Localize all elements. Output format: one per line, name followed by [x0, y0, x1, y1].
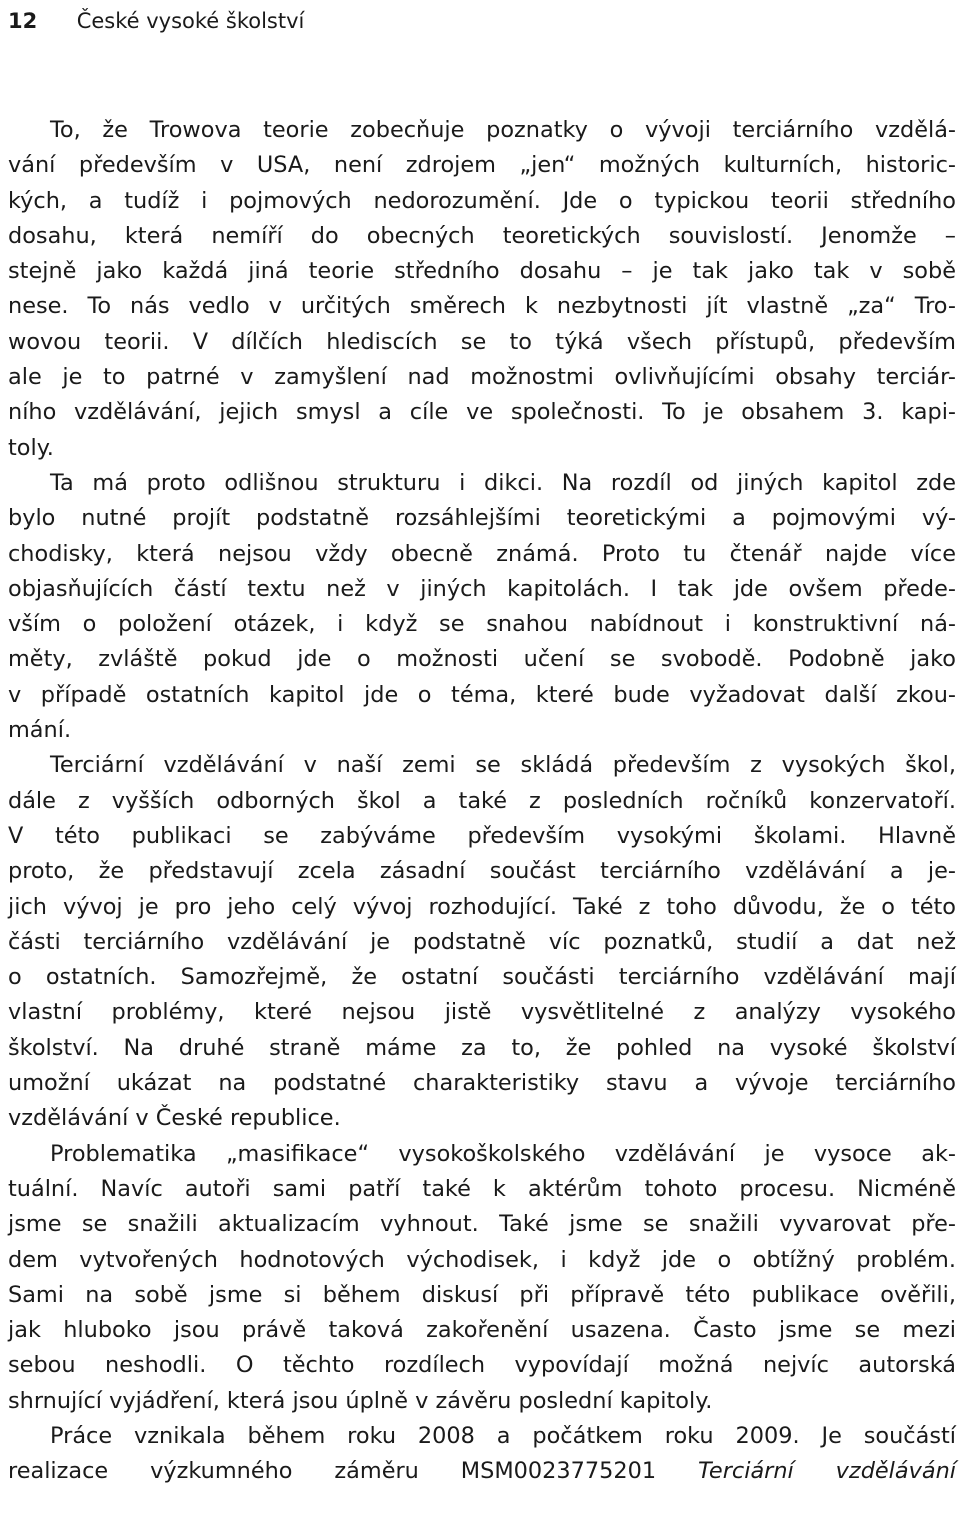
- text-line: Ta má proto odlišnou strukturu i dikci. Na rozdíl od jiných kapitol zde: [50, 469, 956, 496]
- text-line: nese. To nás vedlo v určitých směrech k nezbytnosti jít vlastně „za“ Tro-: [8, 293, 956, 320]
- text-line: vším o položení otázek, i když se snahou nabídnout i konstruktivní ná-: [8, 611, 956, 638]
- text-line: Terciární vzdělávání v naší zemi se skládá především z vysokých škol,: [50, 752, 956, 779]
- text-line: v případě ostatních kapitol jde o téma, které bude vyžadovat další zkou-: [8, 681, 956, 708]
- series-title-italic: Terciární vzdělávání: [698, 1458, 957, 1485]
- text-line: To, že Trowova teorie zobecňuje poznatky o vývoji terciárního vzdělá-: [50, 117, 956, 143]
- text-line: stejně jako každá jiná teorie středního dosahu – je tak jako tak v sobě: [8, 258, 956, 285]
- text-line: měty, zvláště pokud jde o možnosti učení se svobodě. Podobně jako: [8, 646, 956, 673]
- text-line: mání.: [8, 717, 72, 744]
- text-line: dosahu, která nemíří do obecných teoretických souvislostí. Jenomže –: [8, 222, 956, 249]
- text-line: Sami na sobě jsme si během diskusí při přípravě této publikace ověřili,: [8, 1281, 956, 1308]
- text-line: jsme se snažili aktualizacím vyhnout. Také jsme se snažili vyvarovat pře-: [8, 1211, 956, 1238]
- text-line: shrnující vyjádření, která jsou úplně v závěru poslední kapitoly.: [8, 1387, 713, 1414]
- body-text: [8, 113, 956, 1490]
- running-head: [8, 6, 304, 36]
- text-line: objasňujících částí textu než v jiných kapitolách. I tak jde ovšem přede-: [8, 575, 956, 602]
- text-line: dem vytvořených hodnotových východisek, i když jde o obtížný problém.: [8, 1246, 956, 1273]
- text-line: toly.: [8, 434, 54, 461]
- text-line: sebou neshodli. O těchto rozdílech vypovídají možná nejvíc autorská: [8, 1352, 956, 1379]
- text-line: umožní ukázat na podstatné charakteristiky stavu a vývoje terciárního: [8, 1070, 956, 1097]
- text-line: školství. Na druhé straně máme za to, že pohled na vysoké školství: [8, 1034, 956, 1061]
- text-line: ale je to patrné v zamyšlení nad možnostmi ovlivňujícími obsahy terciár-: [8, 364, 956, 391]
- text-line: tuální. Navíc autoři sami patří také k aktérům tohoto procesu. Nicméně: [8, 1175, 956, 1202]
- page-number: 12: [8, 9, 38, 33]
- text-line: Problematika „masifikace“ vysokoškolského vzdělávání je vysoce ak-: [50, 1140, 956, 1167]
- text-line: jak hluboko jsou právě taková zakořenění usazena. Často jsme se mezi: [8, 1317, 956, 1344]
- text-line-last: [8, 1454, 956, 1489]
- text-line: vzdělávání v České republice.: [8, 1105, 341, 1132]
- last-line-text: realizace výzkumného záměru MSM0023775201: [8, 1458, 657, 1485]
- text-line: vání především v USA, není zdrojem „jen“ možných kulturních, historic-: [8, 152, 956, 179]
- text-line: chodisky, která nejsou vždy obecně známá. Proto tu čtenář najde více: [8, 540, 956, 567]
- text-line: Práce vznikala během roku 2008 a počátkem roku 2009. Je součástí: [50, 1422, 956, 1449]
- text-line: kých, a tudíž i pojmových nedorozumění. Jde o typickou teorii středního: [8, 187, 956, 214]
- text-line: části terciárního vzdělávání je podstatně víc poznatků, studií a dat než: [8, 928, 956, 955]
- running-title: České vysoké školství: [76, 9, 305, 33]
- text-line: vlastní problémy, které nejsou jistě vysvětlitelné z analýzy vysokého: [8, 999, 956, 1026]
- text-line: o ostatních. Samozřejmě, že ostatní součásti terciárního vzdělávání mají: [8, 964, 956, 991]
- text-line: dále z vyšších odborných škol a také z posledních ročníků konzervatoří.: [8, 787, 956, 814]
- text-line: wovou teorii. V dílčích hlediscích se to týká všech přístupů, především: [8, 328, 956, 355]
- text-line: bylo nutné projít podstatně rozsáhlejšími teoretickými a pojmovými vý-: [8, 505, 956, 532]
- text-line: jich vývoj je pro jeho celý vývoj rozhodující. Také z toho důvodu, že o této: [8, 893, 956, 920]
- text-line: V této publikaci se zabýváme především vysokými školami. Hlavně: [8, 822, 956, 849]
- text-line: proto, že představují zcela zásadní součást terciárního vzdělávání a je-: [8, 858, 956, 885]
- text-line: ního vzdělávání, jejich smysl a cíle ve společnosti. To je obsahem 3. kapi-: [8, 399, 956, 426]
